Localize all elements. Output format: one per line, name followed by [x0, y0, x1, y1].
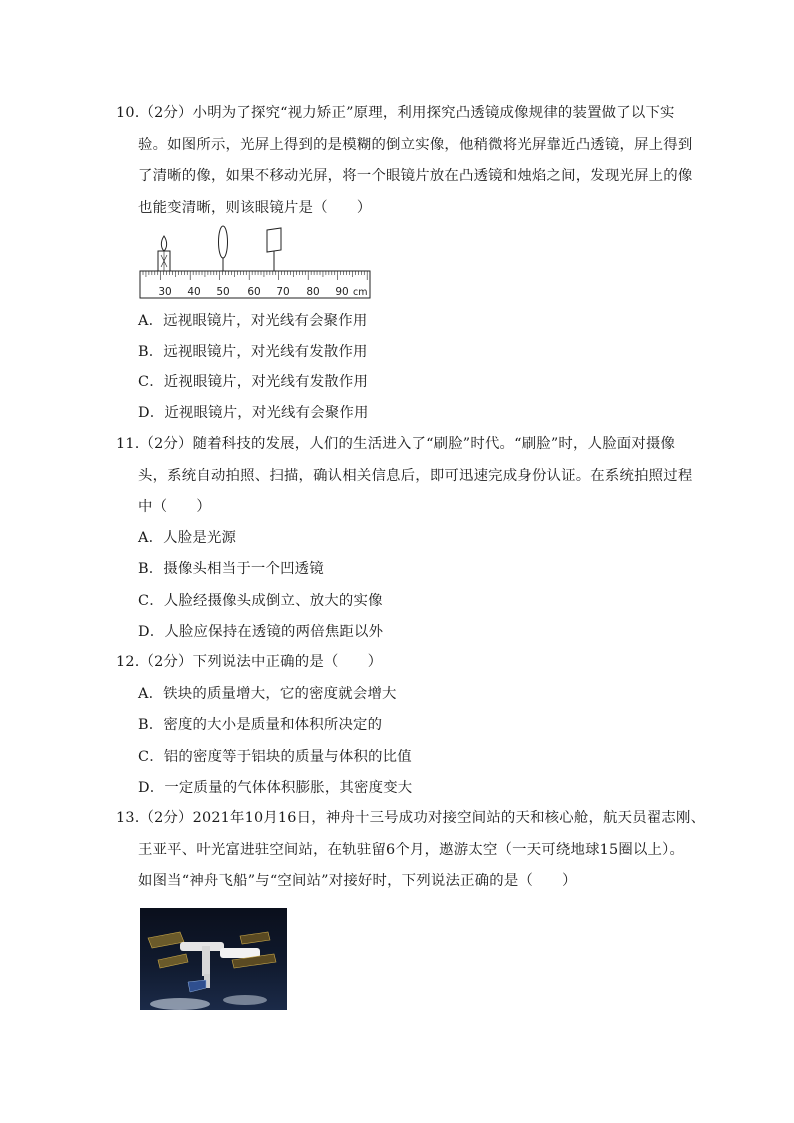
question-10-line-2: 验。如图所示，光屏上得到的是模糊的倒立实像，他稍微将光屏靠近凸透镜，屏上得到: [138, 136, 693, 153]
question-11-line-1: 11.（2分）随着科技的发展，人们的生活进入了“刷脸”时代。“刷脸”时，人脸面对摄像: [116, 436, 676, 452]
question-13-line-2: 王亚平、叶光富进驻空间站，在轨驻留6个月，遨游太空（一天可绕地球15圈以上）。: [138, 841, 685, 858]
question-10-line-1: 10.（2分）小明为了探究“视力矫正”原理，利用探究凸透镜成像规律的装置做了以下实: [116, 105, 675, 121]
optical-bench-figure: [138, 222, 378, 304]
question-11-option-b[interactable]: B．摄像头相当于一个凹透镜: [138, 561, 324, 577]
ruler-label-30: 30: [158, 286, 172, 298]
question-10-line-3: 了清晰的像，如果不移动光屏，将一个眼镜片放在凸透镜和烛焰之间，发现光屏上的像: [138, 168, 693, 184]
ruler-label-80: 80: [306, 286, 320, 298]
convex-lens-icon: [219, 226, 228, 271]
question-11-line-2: 头，系统自动拍照、扫描，确认相关信息后，即可迅速完成身份认证。在系统拍照过程: [138, 467, 693, 484]
space-station-photo: [140, 908, 287, 1010]
ruler-label-40: 40: [187, 286, 201, 298]
question-10-line-4: 也能变清晰，则该眼镜片是（ ）: [138, 199, 372, 216]
ruler-label-90: 90: [335, 286, 349, 298]
candle-icon: [158, 236, 170, 271]
question-12-option-d[interactable]: D．一定质量的气体体积膨胀，其密度变大: [138, 780, 413, 796]
question-13-line-3: 如图当“神舟飞船”与“空间站”对接好时，下列说法正确的是（ ）: [138, 873, 577, 889]
question-11: [116, 429, 693, 524]
question-10-option-a[interactable]: A．远视眼镜片，对光线有会聚作用: [138, 313, 368, 329]
question-10-option-b[interactable]: B．远视眼镜片，对光线有发散作用: [138, 344, 368, 360]
ruler-label-50: 50: [216, 286, 230, 298]
ruler-unit: cm: [353, 287, 368, 298]
question-11-option-d[interactable]: D．人脸应保持在透镜的两倍焦距以外: [138, 624, 384, 640]
question-11-option-c[interactable]: C．人脸经摄像头成倒立、放大的实像: [138, 593, 383, 609]
question-11-line-3: 中（ ）: [138, 499, 211, 515]
question-10-option-c[interactable]: C．近视眼镜片，对光线有发散作用: [138, 374, 369, 390]
question-12-option-c[interactable]: C．铝的密度等于铝块的质量与体积的比值: [138, 749, 412, 765]
question-13-line-1: 13.（2分）2021年10月16日，神舟十三号成功对接空间站的天和核心舱，航天员翟志刚、: [116, 810, 706, 826]
question-12-line-1: 12.（2分）下列说法中正确的是（ ）: [116, 654, 383, 670]
question-13: [116, 803, 706, 898]
question-12-option-b[interactable]: B．密度的大小是质量和体积所决定的: [138, 717, 383, 733]
ruler: [140, 271, 370, 298]
question-12: [116, 647, 686, 679]
question-10: [116, 98, 693, 224]
question-12-option-a[interactable]: A．铁块的质量增大，它的密度就会增大: [138, 686, 397, 702]
ruler-label-70: 70: [276, 286, 290, 298]
ruler-label-60: 60: [247, 286, 261, 298]
question-10-option-d[interactable]: D．近视眼镜片，对光线有会聚作用: [138, 405, 369, 421]
light-screen-icon: [267, 228, 281, 271]
question-11-option-a[interactable]: A．人脸是光源: [138, 530, 237, 546]
